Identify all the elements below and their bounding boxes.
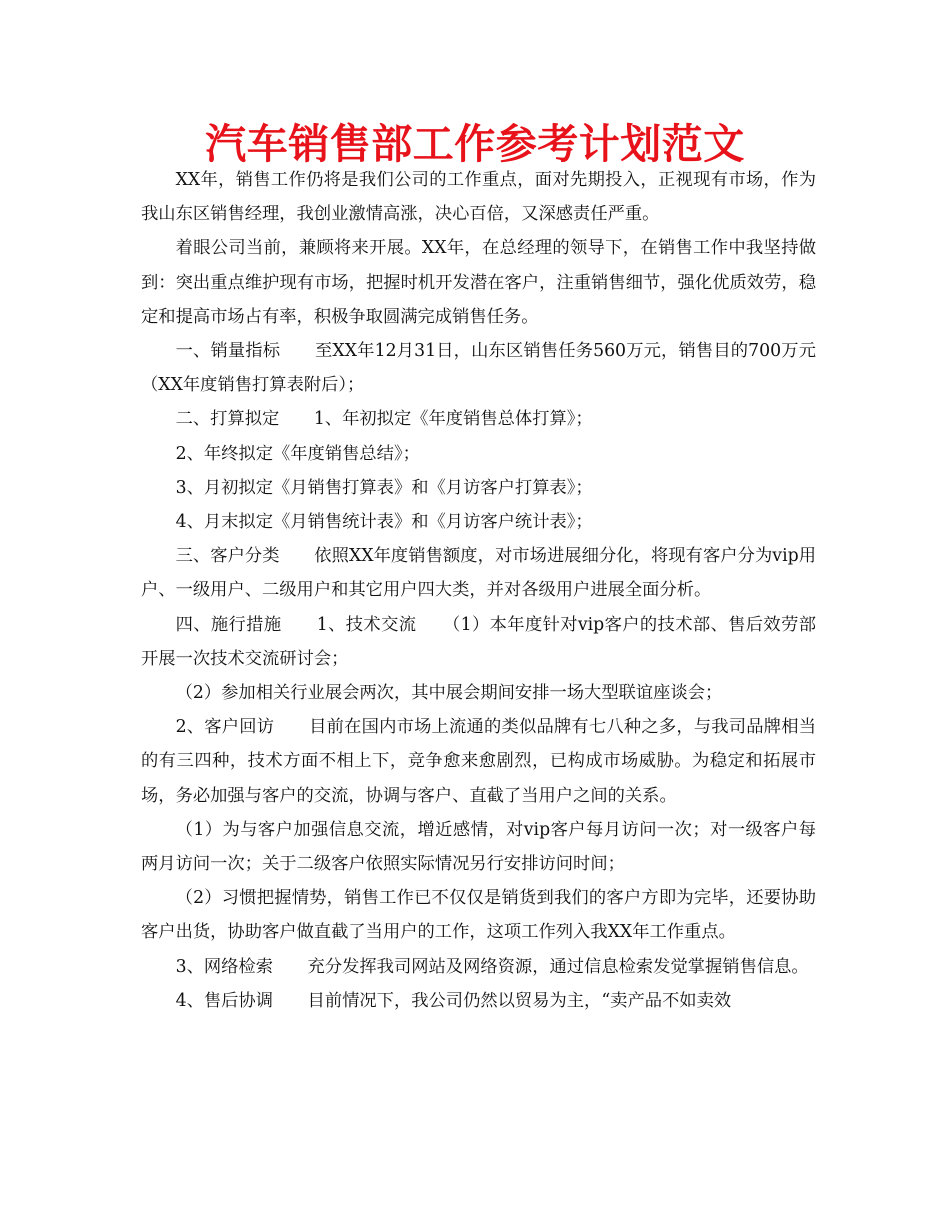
- paragraph: 4、月末拟定《月销售统计表》和《月访客户统计表》；: [175, 512, 593, 533]
- paragraph: 4、售后协调 目前情况下，我公司仍然以贸易为主，“卖产品不如卖效: [175, 990, 732, 1011]
- document-title: 汽车销售部工作参考计划范文: [205, 120, 745, 168]
- paragraph: 2、客户回访 目前在国内市场上流通的类似品牌有七八种之多，与我司品牌相当的有三四种，技术方面不相上下，竞争愈来愈剧烈，已构成市场威胁。为稳定和拓展市场，务必加强与客户的交流，协调与客户、直截了当用户之间的关系。: [141, 717, 816, 806]
- paragraph: （1）为与客户加强信息交流，增近感情，对vip客户每月访问一次；对一级客户每两月访问一次；关于二级客户依照实际情况另行安排访问时间；: [141, 819, 816, 875]
- paragraph: 四、施行措施 1、技术交流 （1）本年度针对vip客户的技术部、售后效劳部开展一次技术交流研讨会；: [141, 614, 816, 669]
- paragraph: 二、打算拟定 1、年初拟定《年度销售总体打算》；: [175, 409, 593, 430]
- paragraph: 着眼公司当前，兼顾将来开展。XX年，在总经理的领导下，在销售工作中我坚持做到：突出重点维护现有市场，把握时机开发潜在客户，注重销售细节，强化优质效劳，稳定和提高市场占有率，积极争取圆满完成销售任务。: [141, 238, 816, 327]
- paragraph: （2）习惯把握情势，销售工作已不仅仅是销货到我们的客户方即为完毕，还要协助客户出货，协助客户做直截了当用户的工作，这项工作列入我XX年工作重点。: [141, 888, 816, 943]
- paragraph: 3、月初拟定《月销售打算表》和《月访客户打算表》；: [175, 477, 593, 498]
- paragraph: 三、客户分类 依照XX年度销售额度，对市场进展细分化，将现有客户分为vip用户、一级用户、二级用户和其它用户四大类，并对各级用户进展全面分析。: [141, 546, 816, 601]
- document-body: [141, 163, 816, 1018]
- paragraph: 2、年终拟定《年度销售总结》；: [175, 443, 420, 464]
- paragraph: XX年，销售工作仍将是我们公司的工作重点，面对先期投入，正视现有市场，作为我山东区销售经理，我创业激情高涨，决心百倍，又深感责任严重。: [141, 170, 816, 225]
- paragraph: 3、网络检索 充分发挥我司网站及网络资源，通过信息检索发觉掌握销售信息。: [175, 956, 809, 977]
- paragraph: 一、销量指标 至XX年12月31日，山东区销售任务560万元，销售目的700万元（XX年度销售打算表附后）；: [141, 341, 816, 396]
- paragraph: （2）参加相关行业展会两次，其中展会期间安排一场大型联谊座谈会；: [175, 683, 723, 704]
